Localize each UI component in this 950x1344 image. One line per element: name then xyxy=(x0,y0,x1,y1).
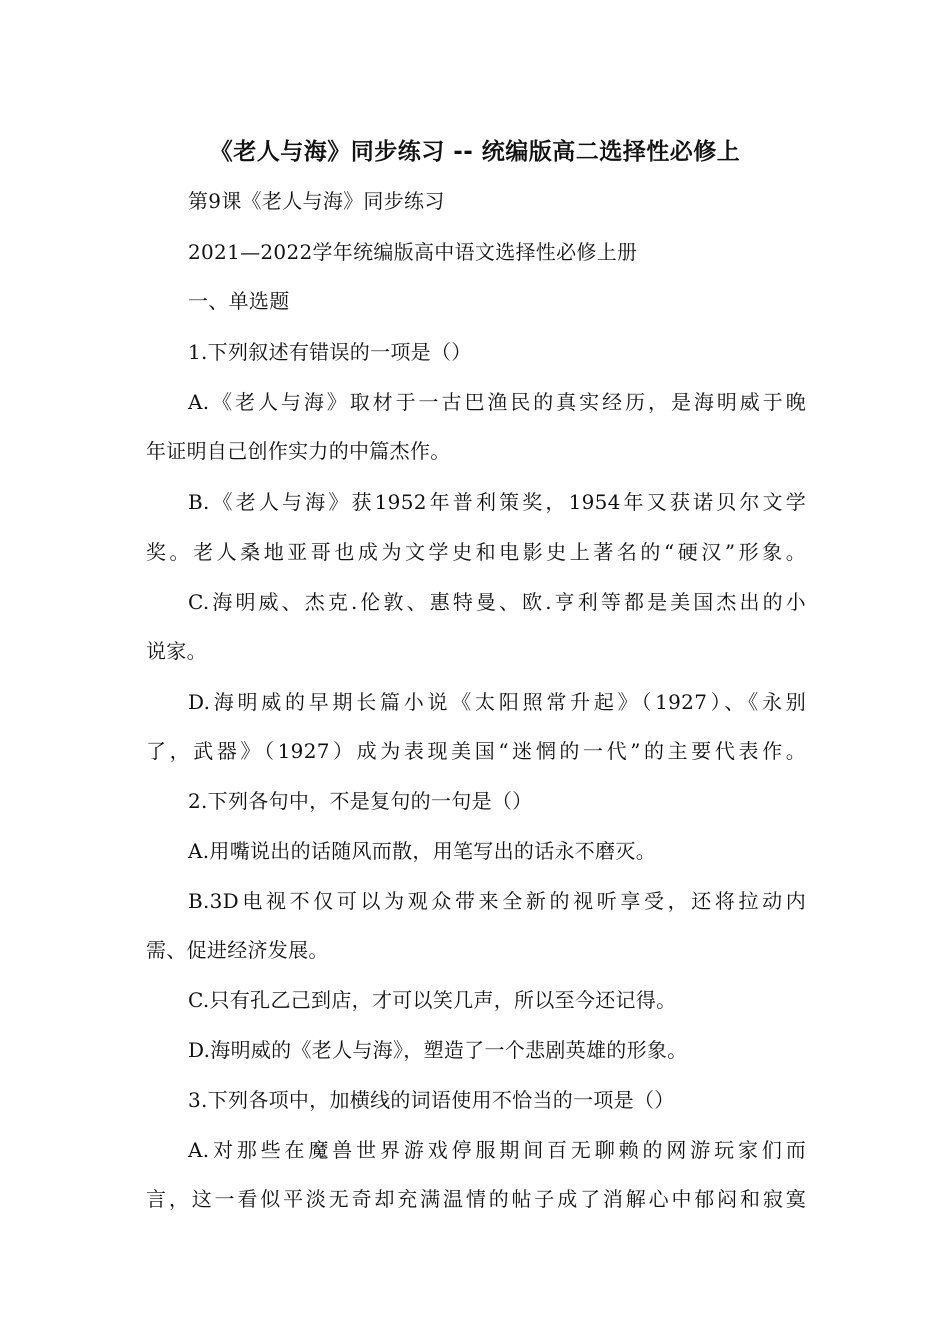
option-2c: C.只有孔乙己到店，才可以笑几声，所以至今还记得。 xyxy=(188,988,677,1012)
option-1a-line-1: A.《老人与海》取材于一古巴渔民的真实经历，是海明威于晚 xyxy=(188,390,806,414)
option-1c-line-2: 说家。 xyxy=(146,639,207,663)
option-2b-line-2: 需、促进经济发展。 xyxy=(146,938,329,962)
option-2d: D.海明威的《老人与海》，塑造了一个悲剧英雄的形象。 xyxy=(188,1038,688,1062)
question-3: 3.下列各项中，加横线的词语使用不恰当的一项是（） xyxy=(188,1088,675,1112)
option-3a-line-2: 言，这一看似平淡无奇却充满温情的帖子成了消解心中郁闷和寂寞 xyxy=(146,1187,806,1211)
option-1b-line-2: 奖。老人桑地亚哥也成为文学史和电影史上著名的“硬汉”形象。 xyxy=(146,540,806,564)
option-1a-line-2: 年证明自己创作实力的中篇杰作。 xyxy=(146,439,451,463)
option-1b-line-1: B.《老人与海》获1952年普利策奖，1954年又获诺贝尔文学 xyxy=(188,490,806,514)
option-2b-line-1: B.3D电视不仅可以为观众带来全新的视听享受，还将拉动内 xyxy=(188,889,806,913)
option-1c-line-1: C.海明威、杰克.伦敦、惠特曼、欧.亨利等都是美国杰出的小 xyxy=(188,590,806,614)
question-1: 1.下列叙述有错误的一项是（） xyxy=(188,340,472,364)
option-1d-line-1: D.海明威的早期长篇小说《太阳照常升起》（1927）、《永别 xyxy=(188,690,806,714)
question-2: 2.下列各句中，不是复句的一句是（） xyxy=(188,789,533,813)
option-3a-line-1: A.对那些在魔兽世界游戏停服期间百无聊赖的网游玩家们而 xyxy=(188,1138,806,1162)
section-heading: 一、单选题 xyxy=(188,289,290,313)
option-1d-line-2: 了，武器》（1927）成为表现美国“迷惘的一代”的主要代表作。 xyxy=(146,739,806,763)
option-2a: A.用嘴说出的话随风而散，用笔写出的话永不磨灭。 xyxy=(188,839,657,863)
lesson-heading: 第9课《老人与海》同步练习 xyxy=(188,189,445,213)
course-heading: 2021—2022学年统编版高中语文选择性必修上册 xyxy=(188,240,638,264)
document-title: 《老人与海》同步练习 -- 统编版高二选择性必修上 xyxy=(209,139,741,165)
